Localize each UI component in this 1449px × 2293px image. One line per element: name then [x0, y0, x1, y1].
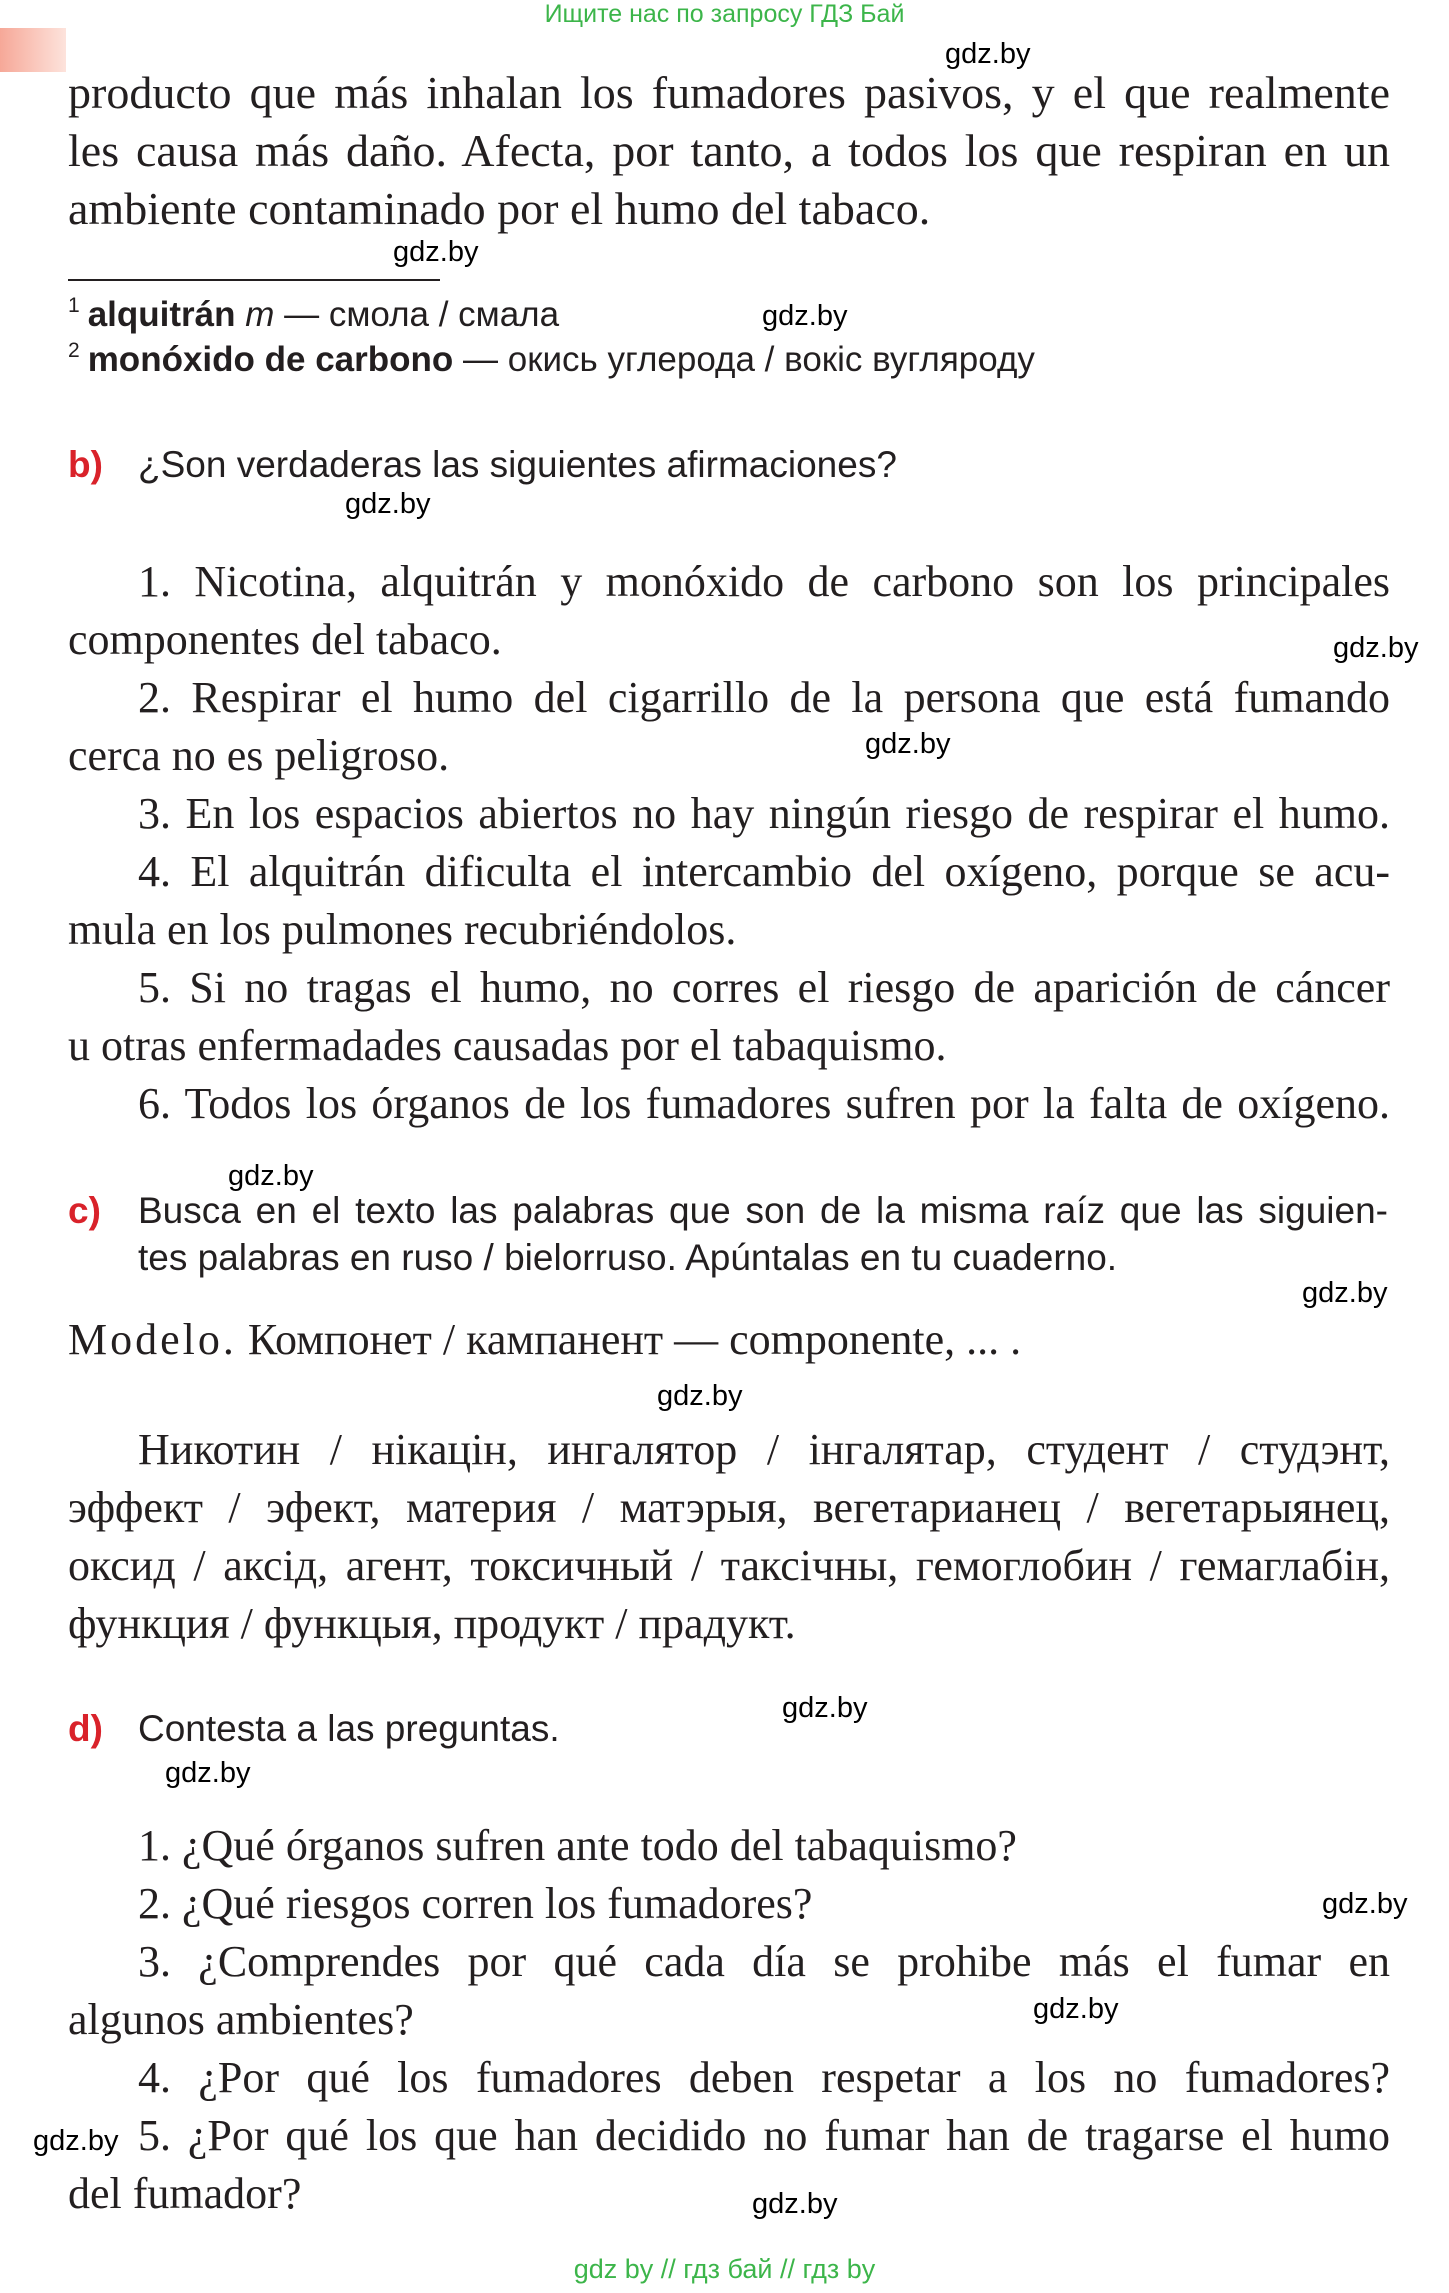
watermark: gdz.by	[228, 1160, 314, 1192]
footnote-1	[68, 294, 559, 335]
statement-2-line-1: 2. Respirar el humo del cigarrillo de la persona que está fumando	[138, 673, 1390, 722]
footnote-2-term: monóxido de carbono	[87, 340, 454, 379]
footnote-1-gram: m	[245, 295, 275, 334]
page-corner-tab	[0, 28, 66, 72]
watermark: gdz.by	[657, 1380, 743, 1412]
footnote-1-translation: — смола / смала	[284, 295, 560, 334]
section-b-letter: b)	[68, 444, 103, 485]
footnote-2-number: 2	[68, 339, 80, 362]
statement-4-line-1: 4. El alquitrán dificulta el intercambio del oxígeno, porque se acu-	[138, 847, 1390, 896]
watermark: gdz.by	[165, 1757, 251, 1789]
footnote-2-translation: — окись углерода / вокіс вугляроду	[463, 340, 1035, 379]
statement-1-line-2: componentes del tabaco.	[68, 615, 502, 664]
statement-5-line-1: 5. Si no tragas el humo, no corres el riesgo de aparición de cáncer	[138, 963, 1390, 1012]
statement-4-line-2: mula en los pulmones recubriéndolos.	[68, 905, 737, 954]
words-line-1: Никотин / нікацін, ингалятор / інгалятар, студент / студэнт,	[138, 1425, 1390, 1474]
question-2: 2. ¿Qué riesgos corren los fumadores?	[138, 1879, 813, 1928]
statement-5-line-2: u otras enfermadades causadas por el tabaquismo.	[68, 1021, 947, 1070]
watermark: gdz.by	[33, 2125, 119, 2157]
words-line-4: функция / функцыя, продукт / прадукт.	[68, 1599, 796, 1648]
question-5-line-1: 5. ¿Por qué los que han decidido no fumar han de tragarse el humo	[138, 2111, 1390, 2160]
statement-6: 6. Todos los órganos de los fumadores sufren por la falta de oxígeno.	[138, 1079, 1390, 1128]
watermark: gdz.by	[752, 2188, 838, 2220]
watermark: gdz.by	[1333, 632, 1419, 664]
footnote-2	[68, 339, 1035, 380]
statement-2-line-2: cerca no es peligroso.	[68, 731, 450, 780]
model-example	[68, 1314, 1021, 1365]
section-d-instruction: Contesta a las preguntas.	[138, 1708, 560, 1749]
question-1: 1. ¿Qué órganos sufren ante todo del tabaquismo?	[138, 1821, 1017, 1870]
question-3-line-1: 3. ¿Comprendes por qué cada día se prohibe más el fumar en	[138, 1937, 1390, 1986]
watermark: gdz.by	[1322, 1888, 1408, 1920]
section-c-instruction-line-2: tes palabras en ruso / bielorruso. Apúntalas en tu cuaderno.	[138, 1237, 1118, 1278]
words-line-2: эффект / эфект, материя / матэрыя, вегетарианец / вегетарыянец,	[68, 1483, 1390, 1532]
watermark: gdz.by	[1033, 1993, 1119, 2025]
question-4: 4. ¿Por qué los fumadores deben respetar a los no fumadores?	[138, 2053, 1390, 2102]
section-b-instruction: ¿Son verdaderas las siguientes afirmaciones?	[138, 444, 897, 485]
statement-3: 3. En los espacios abiertos no hay ningún riesgo de respirar el humo.	[138, 789, 1390, 838]
intro-line-2: les causa más daño. Afecta, por tanto, a todos los que respiran en un	[68, 125, 1390, 176]
watermark: gdz.by	[393, 236, 479, 268]
watermark: gdz.by	[345, 488, 431, 520]
model-label: Modelo.	[68, 1315, 237, 1364]
statement-1-line-1: 1. Nicotina, alquitrán y monóxido de carbono son los principales	[138, 557, 1390, 606]
watermark: gdz.by	[945, 38, 1031, 70]
intro-line-3: ambiente contaminado por el humo del tabaco.	[68, 183, 931, 234]
question-5-line-2: del fumador?	[68, 2169, 302, 2218]
footnote-1-term: alquitrán	[87, 295, 236, 334]
question-3-line-2: algunos ambientes?	[68, 1995, 414, 2044]
section-d-letter: d)	[68, 1708, 103, 1749]
footnote-divider	[68, 279, 440, 281]
model-text: Компонет / кампанент — componente, ... .	[247, 1315, 1022, 1364]
top-banner: Ищите нас по запросу ГДЗ Бай	[544, 0, 905, 28]
watermark: gdz.by	[865, 728, 951, 760]
section-c-instruction-line-1: Busca en el texto las palabras que son de la misma raíz que las siguien-	[138, 1190, 1388, 1231]
footnote-1-number: 1	[68, 294, 80, 317]
watermark: gdz.by	[782, 1692, 868, 1724]
intro-line-1: producto que más inhalan los fumadores pasivos, y el que realmente	[68, 67, 1390, 118]
watermark: gdz.by	[762, 300, 848, 332]
words-line-3: оксид / аксід, агент, токсичный / таксічны, гемоглобин / гемаглабін,	[68, 1541, 1390, 1590]
section-c-letter: c)	[68, 1190, 101, 1231]
footer-links: gdz by // гдз бай // гдз by	[573, 2254, 876, 2284]
watermark: gdz.by	[1302, 1277, 1388, 1309]
